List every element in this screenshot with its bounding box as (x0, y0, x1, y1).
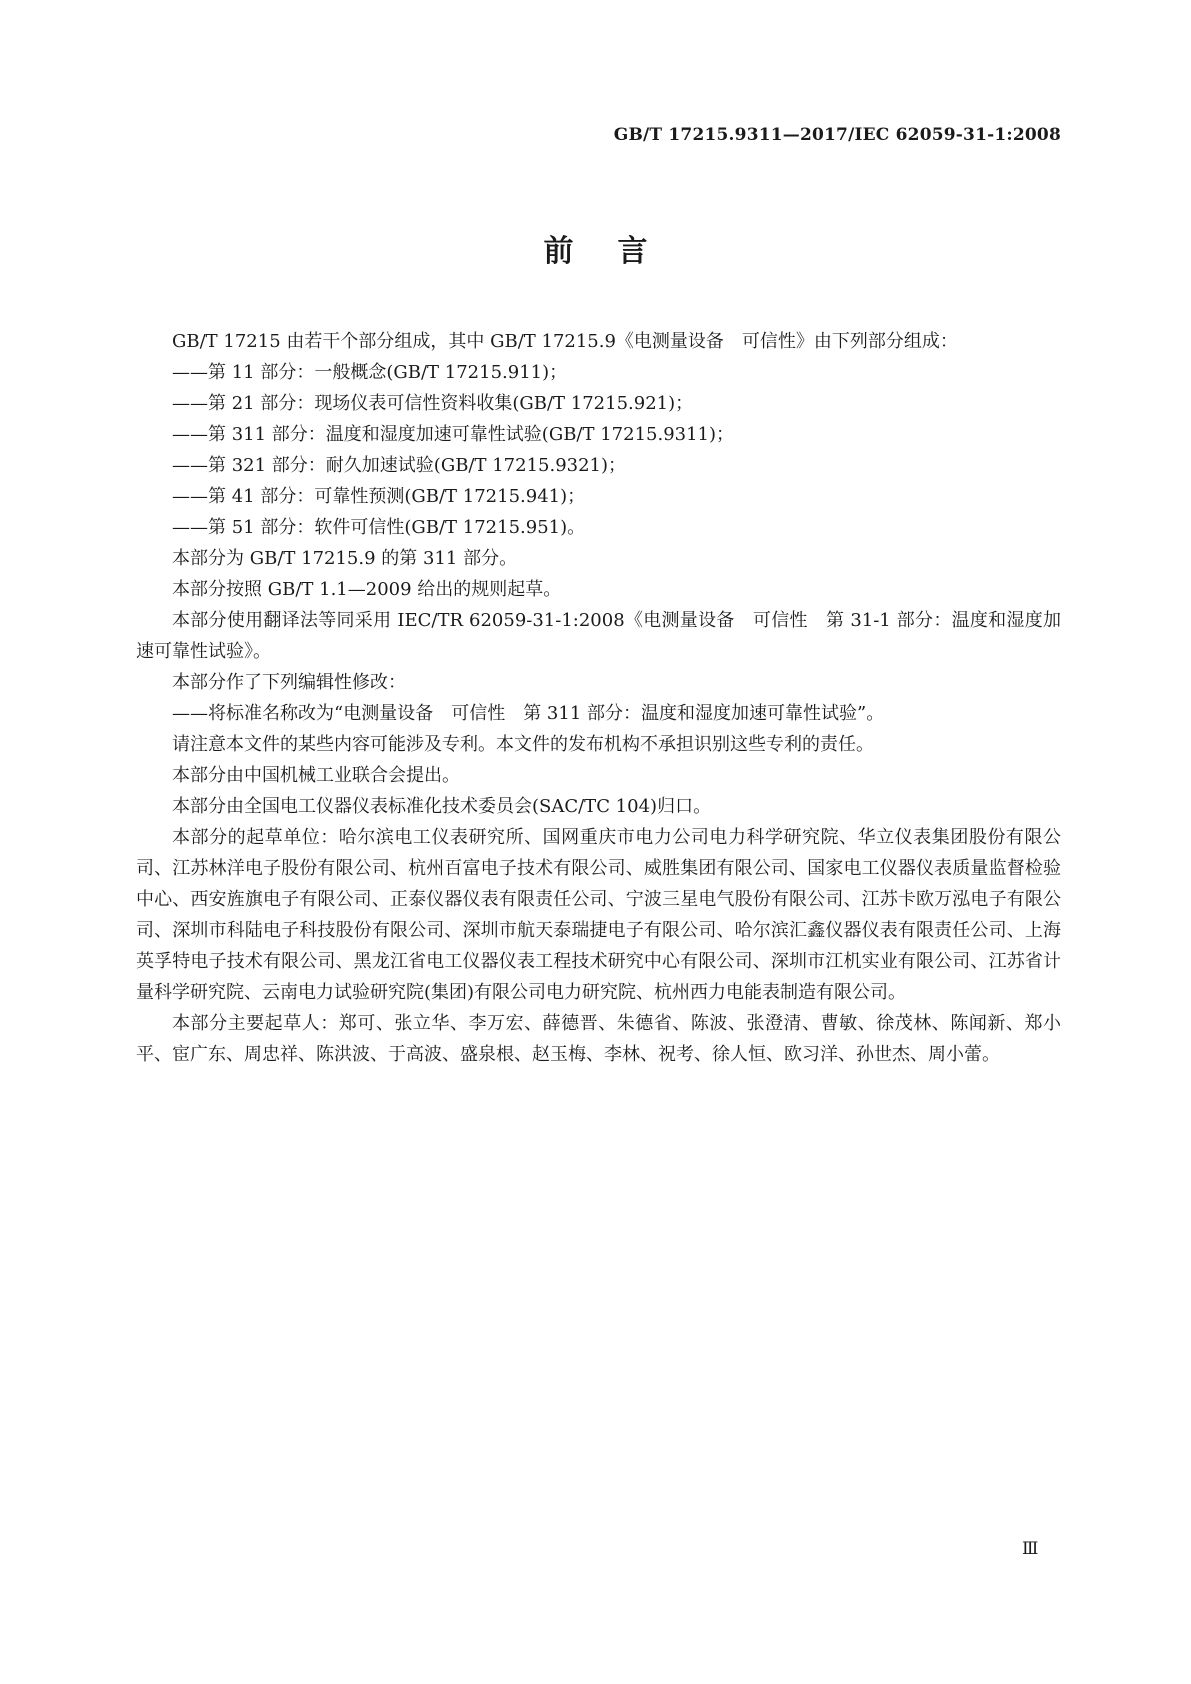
standard-code-header: GB/T 17215.9311—2017/IEC 62059-31-1:2008 (613, 125, 1061, 145)
list-item-title-change: ——将标准名称改为“电测量设备 可信性 第 311 部分：温度和湿度加速可靠性试验”。 (172, 703, 885, 724)
paragraph-part-number: 本部分为 GB/T 17215.9 的第 311 部分。 (172, 548, 518, 569)
paragraph-drafting-rules: 本部分按照 GB/T 1.1—2009 给出的规则起草。 (172, 579, 562, 600)
list-item-part-311: ——第 311 部分：温度和湿度加速可靠性试验(GB/T 17215.9311)； (172, 424, 735, 445)
paragraph-proposer: 本部分由中国机械工业联合会提出。 (172, 765, 460, 786)
list-item-part-51: ——第 51 部分：软件可信性(GB/T 17215.951)。 (172, 517, 586, 538)
page-number: Ⅲ (1022, 1539, 1039, 1559)
list-item-part-11: ——第 11 部分：一般概念(GB/T 17215.911)； (172, 362, 568, 383)
paragraph-committee: 本部分由全国电工仪器仪表标准化技术委员会(SAC/TC 104)归口。 (172, 796, 712, 817)
paragraph-intro: GB/T 17215 由若干个部分组成，其中 GB/T 17215.9《电测量设备 可信性》由下列部分组成： (172, 331, 958, 352)
foreword-body (136, 326, 1061, 1070)
paragraph-patent-notice: 请注意本文件的某些内容可能涉及专利。本文件的发布机构不承担识别这些专利的责任。 (172, 734, 874, 755)
list-item-part-41: ——第 41 部分：可靠性预测(GB/T 17215.941)； (172, 486, 586, 507)
paragraph-drafters: 本部分主要起草人：郑可、张立华、李万宏、薛德晋、朱德省、陈波、张澄清、曹敏、徐茂林、陈闻新、郑小平、宦广东、周忠祥、陈洪波、于高波、盛泉根、赵玉梅、李林、祝考、徐人恒、欧习洋、孙世杰、周小蕾。 (136, 1013, 1061, 1065)
paragraph-editorial-changes: 本部分作了下列编辑性修改： (172, 672, 406, 693)
paragraph-adoption: 本部分使用翻译法等同采用 IEC/TR 62059-31-1:2008《电测量设备 可信性 第 31-1 部分：温度和湿度加速可靠性试验》。 (136, 610, 1061, 662)
list-item-part-321: ——第 321 部分：耐久加速试验(GB/T 17215.9321)； (172, 455, 627, 476)
paragraph-drafting-units: 本部分的起草单位：哈尔滨电工仪表研究所、国网重庆市电力公司电力科学研究院、华立仪表集团股份有限公司、江苏林洋电子股份有限公司、杭州百富电子技术有限公司、威胜集团有限公司、国家电工仪器仪表质量监督检验中心、西安旌旗电子有限公司、正泰仪器仪表有限责任公司、宁波三星电气股份有限公司、江苏卡欧万泓电子有限公司、深圳市科陆电子科技股份有限公司、深圳市航天泰瑞捷电子有限公司、哈尔滨汇鑫仪器仪表有限责任公司、上海英孚特电子技术有限公司、黑龙江省电工仪器仪表工程技术研究中心有限公司、深圳市江机实业有限公司、江苏省计量科学研究院、云南电力试验研究院(集团)有限公司电力研究院、杭州西力电能表制造有限公司。 (136, 827, 1061, 1003)
page-title: 前言 (543, 234, 692, 269)
list-item-part-21: ——第 21 部分：现场仪表可信性资料收集(GB/T 17215.921)； (172, 393, 694, 414)
